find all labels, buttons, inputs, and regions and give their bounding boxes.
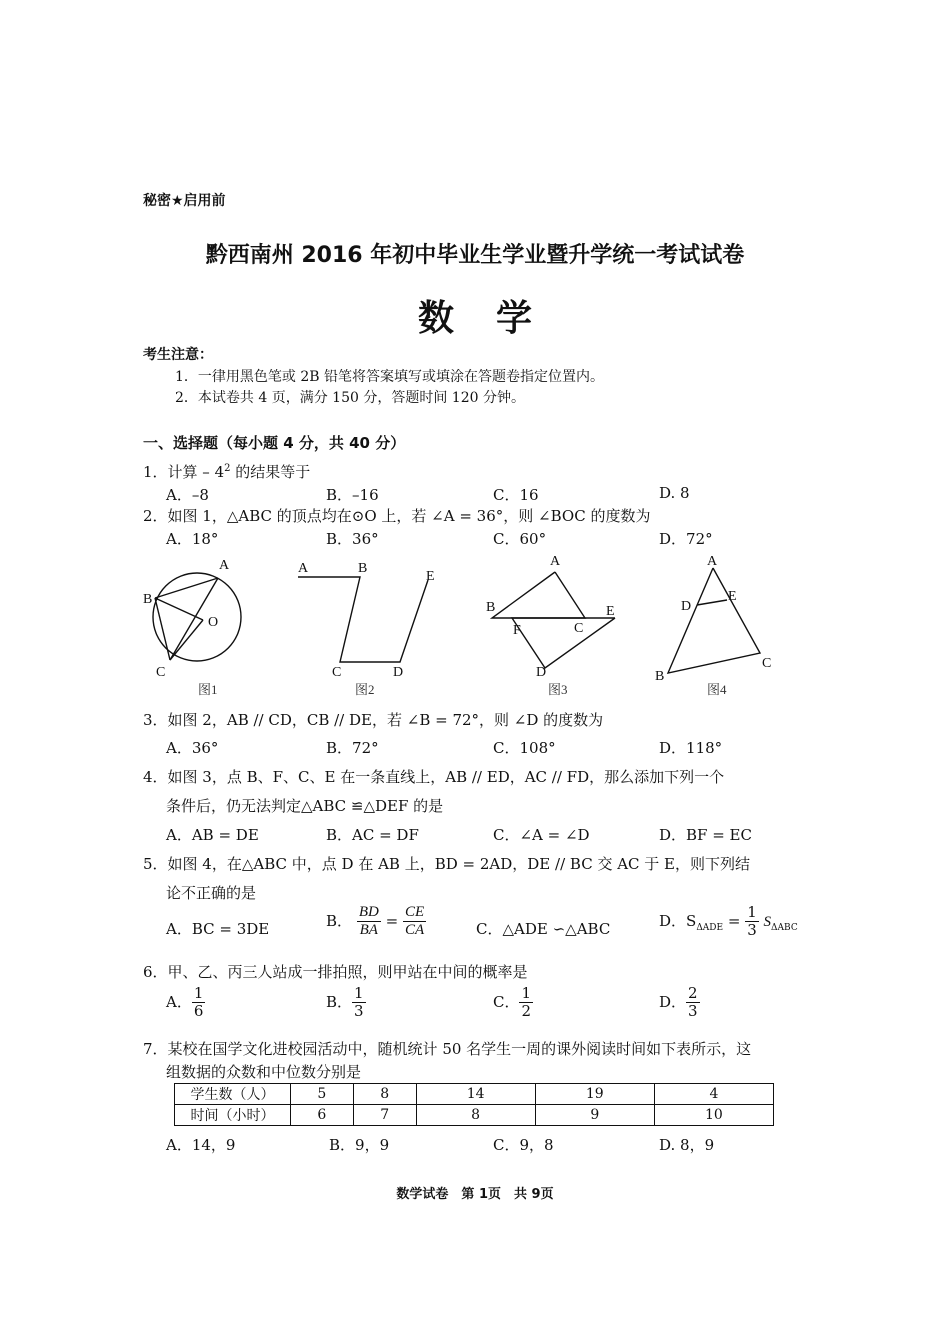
point-label: E: [426, 569, 435, 584]
q2-option: D．72°: [659, 530, 713, 548]
table-cell: 6: [291, 1105, 354, 1126]
point-label: C: [156, 665, 166, 680]
fig4-de-line: [697, 600, 727, 605]
q4-option: B．AC = DF: [326, 826, 419, 844]
notice-item: 1．一律用黑色笔或 2B 铅笔将答案填写或填涂在答题卷指定位置内。: [175, 369, 605, 385]
figure-3: [492, 572, 615, 668]
q3-stem: 3．如图 2，AB // CD，CB // DE，若 ∠B = 72°，则 ∠D 的度数为: [143, 711, 604, 729]
figure-caption: 图1: [198, 682, 218, 697]
q4-stem: 条件后，仍无法判定△ABC ≌△DEF 的是: [166, 797, 444, 815]
q5-option: A．BC = 3DE: [166, 920, 270, 938]
q7-stem: 组数据的众数和中位数分别是: [166, 1063, 362, 1081]
q5-stem: 5．如图 4，在△ABC 中，点 D 在 AB 上，BD = 2AD，DE // BC 交 AC 于 E，则下列结: [143, 855, 751, 873]
q6-option: D． $\frac{2}{3}$: [659, 984, 698, 1021]
point-label: E: [606, 604, 615, 619]
q4-stem: 4．如图 3，点 B、F、C、E 在一条直线上，AB // ED，AC // FD，那么添加下列一个: [143, 768, 725, 786]
q7-stem: 7．某校在国学文化进校园活动中，随机统计 50 名学生一周的课外阅读时间如下表所示，这: [143, 1040, 752, 1058]
figure-caption: 图2: [355, 682, 375, 697]
point-label: C: [332, 665, 342, 680]
q7-option: C．9，8: [493, 1136, 554, 1154]
reading-time-table: [174, 1083, 774, 1126]
figure-caption: 图4: [707, 682, 727, 697]
q7-option: B．9，9: [329, 1136, 390, 1154]
table-row: [175, 1084, 774, 1105]
q6-option: A． $\frac{1}{6}$: [166, 984, 204, 1021]
table-cell: 4: [654, 1084, 773, 1105]
q2-stem: 2．如图 1，△ABC 的顶点均在⊙O 上，若 ∠A = 36°，则 ∠BOC 的度数为: [143, 507, 651, 525]
fig1-edge: [170, 620, 203, 660]
q1-option: D. 8: [659, 484, 690, 502]
table-cell: 10: [654, 1105, 773, 1126]
table-cell: 19: [535, 1084, 654, 1105]
figure-4: [668, 568, 760, 673]
point-label: A: [298, 561, 309, 576]
q3-option: C．108°: [493, 739, 556, 757]
figure-caption: 图3: [548, 682, 568, 697]
q5-option: D．$S_{\Delta ADE}$ = $\frac{1}{3}$ $S_{\Delta ABC}$: [659, 903, 798, 940]
table-cell: 学生数（人）: [175, 1084, 291, 1105]
q3-option: A．36°: [166, 739, 219, 757]
q1-stem: 1．计算 – $4^2$ 的结果等于: [143, 463, 311, 481]
fig4-triangle: [668, 568, 760, 673]
table-cell: 8: [416, 1105, 535, 1126]
point-label: D: [536, 665, 547, 680]
table-cell: 8: [353, 1084, 416, 1105]
point-label: F: [513, 623, 521, 638]
table-row: [175, 1105, 774, 1126]
q1-option: A．–8: [166, 486, 209, 504]
exam-title: 黔西南州 2016 年初中毕业生学业暨升学统一考试试卷: [205, 243, 745, 268]
table-cell: 时间（小时）: [175, 1105, 291, 1126]
fig3-triangle-def: [512, 618, 615, 668]
fig1-edge: [155, 598, 203, 620]
q7-option: D. 8，9: [659, 1136, 715, 1154]
notice-item: 2．本试卷共 4 页，满分 150 分，答题时间 120 分钟。: [175, 390, 525, 406]
fig3-triangle-abc: [492, 572, 585, 618]
point-label: C: [574, 621, 584, 636]
point-label: B: [143, 592, 153, 607]
point-label: E: [728, 589, 737, 604]
notice-heading: 考生注意：: [143, 347, 213, 363]
subject-title: 数学: [417, 298, 574, 339]
table-cell: 14: [416, 1084, 535, 1105]
q1-option: C．16: [493, 486, 539, 504]
point-label: B: [358, 561, 368, 576]
q6-option: C． $\frac{1}{2}$: [493, 984, 532, 1021]
q5-stem: 论不正确的是: [166, 884, 257, 902]
q2-option: B．36°: [326, 530, 379, 548]
q2-option: C．60°: [493, 530, 547, 548]
point-label: D: [393, 665, 404, 680]
table-cell: 9: [535, 1105, 654, 1126]
geometry-figures: [138, 550, 798, 700]
table-cell: 5: [291, 1084, 354, 1105]
q1-option: B．–16: [326, 486, 379, 504]
point-label: A: [550, 554, 561, 569]
q2-option: A．18°: [166, 530, 219, 548]
table-cell: 7: [353, 1105, 416, 1126]
point-label: A: [707, 554, 718, 569]
point-label: D: [681, 599, 692, 614]
point-label: A: [219, 558, 230, 573]
q6-option: B． $\frac{1}{3}$: [326, 984, 364, 1021]
section-title: 一、选择题（每小题 4 分，共 40 分）: [143, 434, 406, 452]
page-footer: 数学试卷 第 1页 共 9页: [396, 1187, 554, 1202]
q4-option: C．∠A = ∠D: [493, 826, 590, 844]
point-label: B: [486, 600, 496, 615]
q4-option: D．BF = EC: [659, 826, 752, 844]
q3-option: D．118°: [659, 739, 723, 757]
q6-stem: 6．甲、乙、丙三人站成一排拍照，则甲站在中间的概率是: [143, 963, 528, 981]
figure-2: [298, 577, 428, 662]
point-label: B: [655, 669, 665, 684]
figure-1: [153, 573, 241, 661]
q4-option: A．AB = DE: [166, 826, 259, 844]
q3-option: B．72°: [326, 739, 379, 757]
secret-label: 秘密★启用前: [143, 193, 226, 209]
q7-option: A．14，9: [166, 1136, 236, 1154]
point-label: C: [762, 656, 772, 671]
q5-option: C．△ADE ∽△ABC: [476, 920, 611, 938]
point-label: O: [208, 615, 219, 630]
fig1-edge: [155, 598, 170, 660]
q5-option: B． $\frac{BD}{BA}$ = $\frac{CE}{CA}$: [326, 904, 425, 939]
fig2-path: [298, 577, 428, 662]
